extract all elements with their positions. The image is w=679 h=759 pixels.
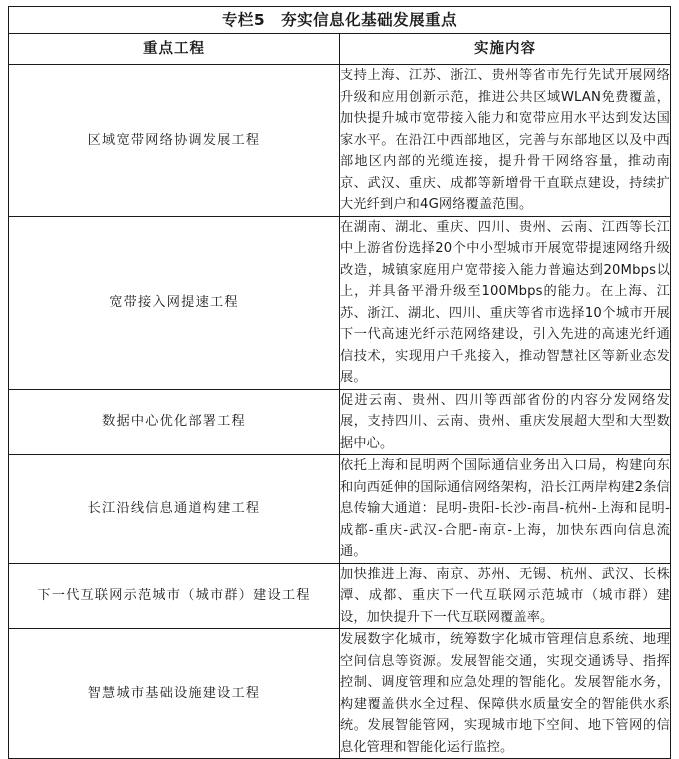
project-name-cell <box>9 216 340 389</box>
project-content-cell <box>340 563 671 629</box>
column-header-content <box>340 34 671 65</box>
project-content-text: 依托上海和昆明两个国际通信业务出入口局，构建向东和向西延伸的国际通信网络架构，沿长江两岸构建2条信息传输大通道：昆明-贵阳-长沙-南昌-杭州-上海和昆明-成都-重庆-武汉-合肥-南京-上海，加快东西向信息流通。 <box>340 458 670 559</box>
table-row <box>9 629 671 759</box>
table-title-row <box>9 7 671 34</box>
page-title: 专栏5 夯实信息化基础发展重点 <box>221 11 458 29</box>
project-name-text: 智慧城市基础设施建设工程 <box>87 686 261 701</box>
feature-box-table <box>8 6 671 759</box>
project-content-cell <box>340 216 671 389</box>
project-content-text: 促进云南、贵州、四川等西部省份的内容分发网络发展，支持四川、云南、贵州、重庆发展超大型和大型数据中心。 <box>340 392 670 451</box>
project-name-text: 数据中心优化部署工程 <box>102 414 246 430</box>
project-name-cell <box>9 563 340 629</box>
project-name-text: 区域宽带网络协调发展工程 <box>87 132 261 148</box>
table-row <box>9 389 671 455</box>
project-content-text: 支持上海、江苏、浙江、贵州等省市先行先试开展网络升级和应用创新示范，推进公共区域WLAN免费覆盖，加快提升城市宽带接入能力和宽带应用水平达到发达国家水平。在沿江中西部地区，完善与东部地区以及中西部地区内部的光缆连接，提升骨干网络容量，推动南京、武汉、重庆、成都等新增骨干直联点建设，持续扩大光纤到户和4G网络覆盖范围。 <box>340 68 670 212</box>
column-header-project <box>9 34 340 65</box>
table-row <box>9 216 671 389</box>
project-content-text: 在湖南、湖北、重庆、四川、贵州、云南、江西等长江中上游省份选择20个中小型城市开展宽带提速网络升级改造，城镇家庭用户宽带接入能力普遍达到20Mbps以上，并具备平滑升级至100Mbps的能力。在上海、江苏、浙江、湖北、四川、重庆等省市选择10个城市开展下一代高速光纤示范网络建设，引入先进的高速光纤通信技术，实现用户千兆接入，推动智慧社区等新业态发展。 <box>340 219 670 385</box>
project-name-text: 长江沿线信息通道构建工程 <box>87 501 261 517</box>
project-name-cell <box>9 455 340 564</box>
project-content-cell <box>340 65 671 217</box>
column-header-content-label: 实施内容 <box>474 41 536 57</box>
project-content-cell <box>340 455 671 564</box>
project-content-text: 加快推进上海、南京、苏州、无锡、杭州、武汉、长株潭、成都、重庆下一代互联网示范城市（城市群）建设，加快提升下一代互联网覆盖率。 <box>340 566 670 625</box>
project-content-cell <box>340 629 671 759</box>
project-content-text: 发展数字化城市，统筹数字化城市管理信息系统、地理空间信息等资源。发展智能交通，实现交通诱导、指挥控制、调度管理和应急处理的智能化。发展智能水务，构建覆盖供水全过程、保障供水质量安全的智能供水系统。发展智能管网，实现城市地下空间、地下管网的信息化管理和智能化运行监控。 <box>340 632 670 755</box>
table-title-cell <box>9 7 671 34</box>
column-header-project-label: 重点工程 <box>143 41 205 57</box>
project-name-text: 宽带接入网提速工程 <box>109 295 239 310</box>
table-row <box>9 65 671 217</box>
project-content-cell <box>340 389 671 455</box>
project-name-cell <box>9 629 340 759</box>
table-header-row <box>9 34 671 65</box>
project-name-cell <box>9 65 340 217</box>
table-row <box>9 455 671 564</box>
project-name-text: 下一代互联网示范城市（城市群）建设工程 <box>37 588 311 604</box>
table-row <box>9 563 671 629</box>
project-name-cell <box>9 389 340 455</box>
